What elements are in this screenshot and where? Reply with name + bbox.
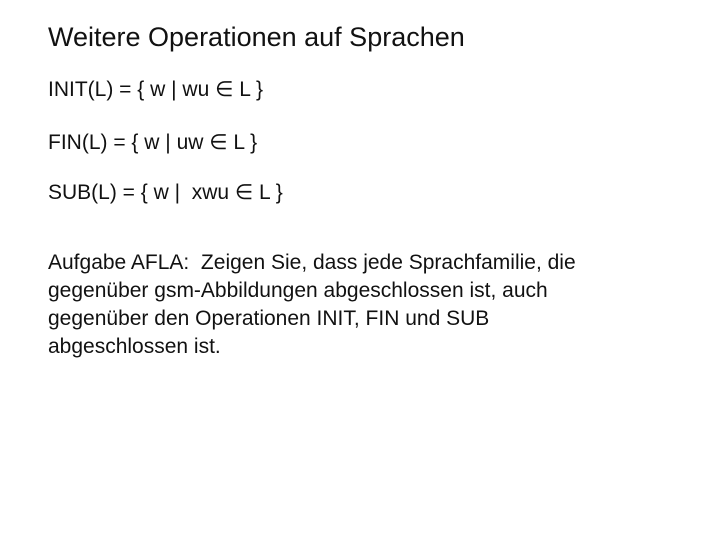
definition-sub: SUB(L) = { w | xwu ∈ L } bbox=[48, 181, 283, 204]
task-line: gegenüber gsm-Abbildungen abgeschlossen ist, auch bbox=[48, 279, 548, 302]
task-line: Aufgabe AFLA: Zeigen Sie, dass jede Sprachfamilie, die bbox=[48, 251, 576, 274]
definition-fin: FIN(L) = { w | uw ∈ L } bbox=[48, 131, 258, 154]
slide-title: Weitere Operationen auf Sprachen bbox=[48, 22, 465, 52]
task-line: gegenüber den Operationen INIT, FIN und SUB bbox=[48, 307, 490, 330]
task-line: abgeschlossen ist. bbox=[48, 335, 221, 358]
task-text bbox=[48, 249, 688, 361]
definition-init: INIT(L) = { w | wu ∈ L } bbox=[48, 78, 263, 101]
